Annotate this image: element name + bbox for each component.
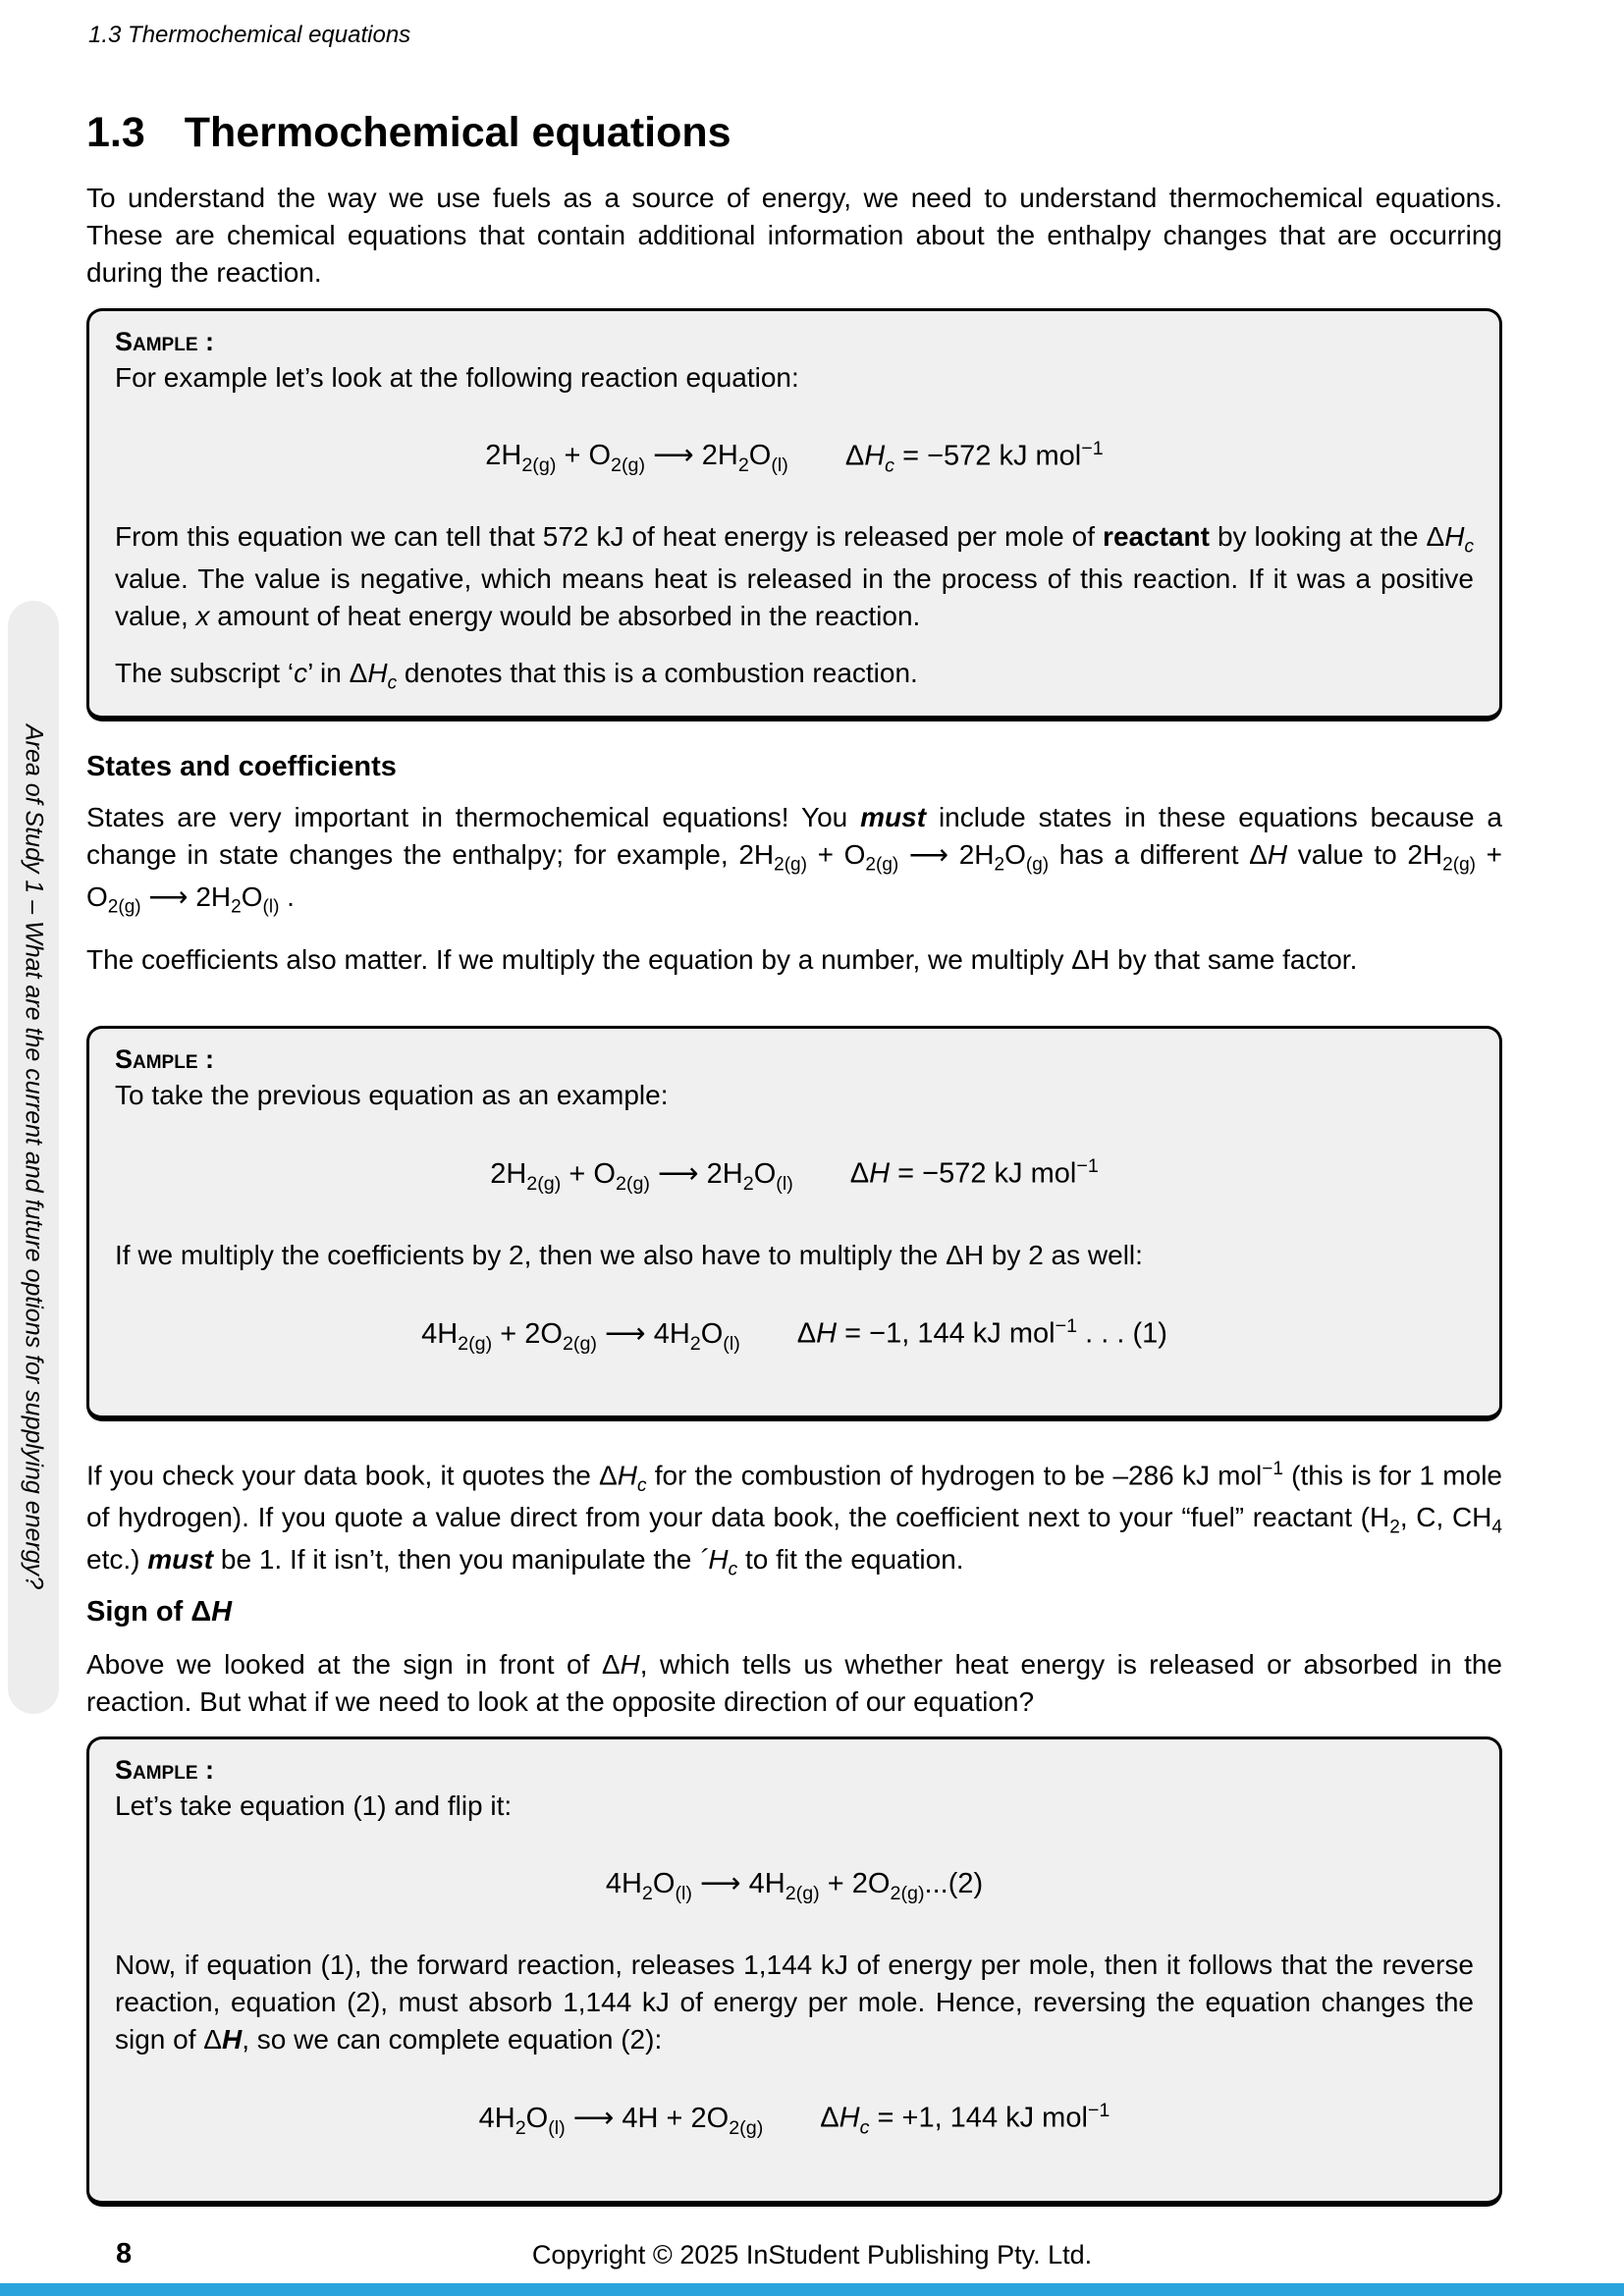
main-column xyxy=(86,0,1502,2207)
sample-box-2 xyxy=(86,1026,1502,1421)
area-of-study-sidebar xyxy=(8,601,59,1714)
section-number: 1.3 xyxy=(86,109,145,156)
page-title xyxy=(86,110,1502,156)
equation-lhs: $4H_2O_{(l)}$ ⟶ $4H + 2O_{2(g)}$ xyxy=(478,2103,764,2139)
sample-label: Sample : xyxy=(115,1755,215,1786)
page-footer xyxy=(0,2237,1624,2270)
sample-box-3 xyxy=(86,1736,1502,2207)
sample-box-1 xyxy=(86,308,1502,722)
heading-sign-of-delta-h: Sign of ΔH xyxy=(86,1596,233,1629)
section-title-text: Thermochemical equations xyxy=(184,109,731,156)
states-paragraph-2: The coefficients also matter. If we multiply the equation by a number, we multiply ΔH by that same factor. xyxy=(86,944,1358,976)
copyright-text: Copyright © 2025 InStudent Publishing Pty. Ltd. xyxy=(531,2240,1093,2269)
sample1-intro: For example let’s look at the following reaction equation: xyxy=(115,361,799,393)
intro-paragraph: To understand the way we use fuels as a source of energy, we need to understand thermochemical equations. These are chemical equations that contain additional information about the enthalpy changes that are occurring during the reaction. xyxy=(86,183,1502,289)
equation-lhs: $4H_2O_{(l)}$ ⟶ $4H_{2(g)} + 2O_{2(g)}...(2)$ xyxy=(605,1868,984,1905)
sample2-intro: To take the previous equation as an example: xyxy=(115,1080,669,1111)
footer-accent-bar xyxy=(0,2283,1624,2296)
running-header: 1.3 Thermochemical equations xyxy=(88,22,411,48)
databook-paragraph: If you check your data book, it quotes the $\Delta H_c$ for the combustion of hydrogen to be –286 kJ mol$^{-1}$ (this is for 1 mole of hydrogen). If you quote a value direct from your data book, the coefficient next to your “fuel” reactant ($H_2$, C, $CH_4$ etc.) must be 1. If it isn’t, then you manipulate the $´H_c$ to fit the equation. xyxy=(86,1459,1502,1580)
sign-paragraph: Above we looked at the sign in front of ΔH, which tells us whether heat energy is released or absorbed in the reaction. But what if we need to look at the opposite direction of our equation? xyxy=(86,1649,1502,1718)
sample1-note: The subscript ‘c’ in $\Delta H_c$ denotes that this is a combustion reaction. xyxy=(115,657,918,694)
equation-enthalpy: ΔH = −1, 144 kJ mol$^{-1}$ . . . (1) xyxy=(796,1314,1167,1350)
equation-enthalpy: $\Delta H_c = -572$ kJ mol$^{-1}$ xyxy=(844,437,1104,477)
equation-enthalpy: ΔH = −572 kJ mol$^{-1}$ xyxy=(849,1155,1099,1191)
equation-lhs: $2H_{2(g)} + O_{2(g)}$ ⟶ $2H_2O_{(l)}$ xyxy=(490,1158,793,1195)
sample2-mid: If we multiply the coefficients by 2, then we also have to multiply the ΔH by 2 as well: xyxy=(115,1239,1143,1270)
heading-states-and-coefficients: States and coefficients xyxy=(86,751,397,783)
equation-reversed-enthalpy xyxy=(115,2100,1474,2139)
sample-label: Sample : xyxy=(115,1044,215,1075)
sample-label: Sample : xyxy=(115,326,215,356)
states-paragraph-1: States are very important in thermochemical equations! You must include states in these equations because a change in state changes the enthalpy; for example, $2H_{2(g)} + O_{2(g)}$ ⟶ $2H_2O_{(g)}$ has a different ΔH value to $2H_{2(g)} + O_{2(g)}$ ⟶ $2H_2O_{(l)}$ . xyxy=(86,802,1503,918)
page-number: 8 xyxy=(116,2238,133,2269)
sample1-body: From this equation we can tell that 572 kJ of heat energy is released per mole of reactant by looking at the $\Delta H_c$ value. The value is negative, which means heat is released in the process of this reaction. If it was a positive value, x amount of heat energy would be absorbed in the reaction. xyxy=(115,521,1475,631)
equation-lhs: $2H_{2(g)} + O_{2(g)}$ ⟶ $2H_2O_{(l)}$ xyxy=(485,440,788,477)
equation-enthalpy: $\Delta H_c = +1$, 144 kJ mol$^{-1}$ xyxy=(820,2100,1110,2139)
equation-flipped xyxy=(115,1866,1474,1905)
equation-previous xyxy=(115,1155,1474,1195)
equation-lhs: $4H_{2(g)} + 2O_{2(g)}$ ⟶ $4H_2O_{(l)}$ xyxy=(421,1317,740,1355)
sample3-body: Now, if equation (1), the forward reaction, releases 1,144 kJ of energy per mole, then it follows that the reverse reaction, equation (2), must absorb 1,144 kJ of energy per mole. Hence, reversing the equation changes the sign of ΔH, so we can complete equation (2): xyxy=(115,1949,1474,2056)
equation-doubled xyxy=(115,1315,1474,1355)
area-of-study-label: Area of Study 1 – What are the current and future options for supplying energy? xyxy=(20,724,48,1590)
equation-combustion xyxy=(115,438,1474,477)
sample3-intro: Let’s take equation (1) and flip it: xyxy=(115,1790,513,1822)
